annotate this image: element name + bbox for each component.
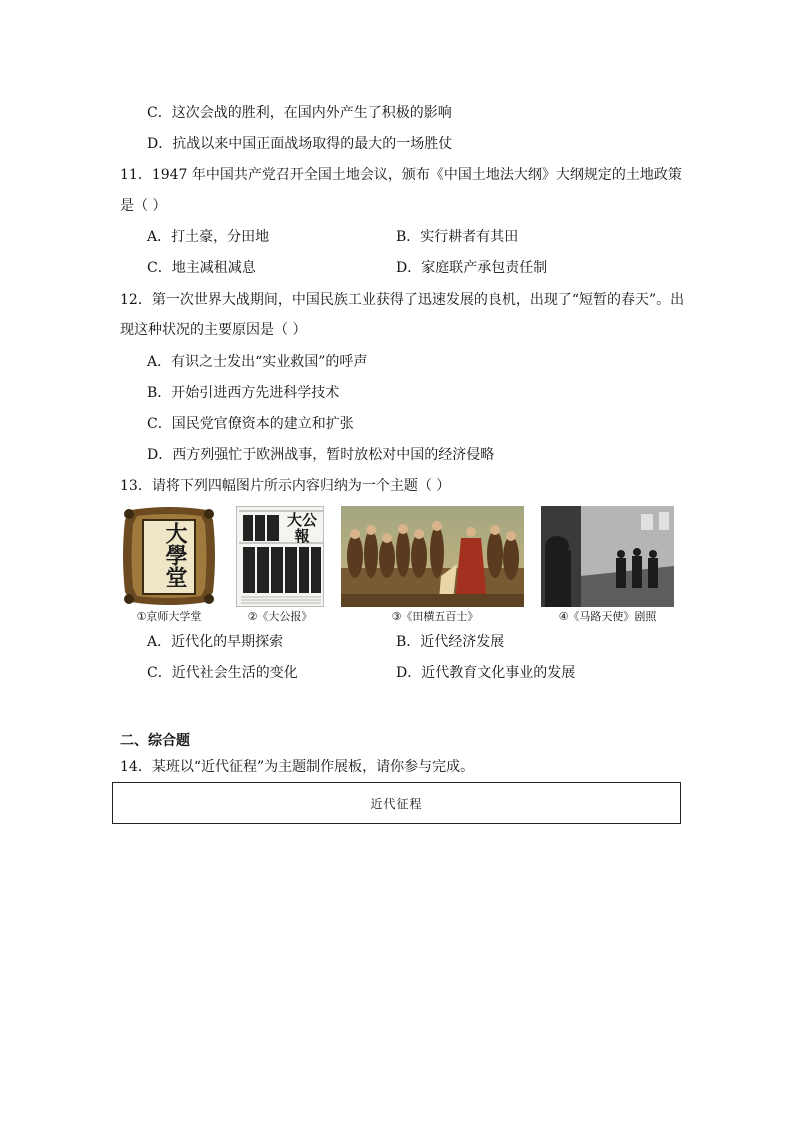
q13-option-b: B．近代经济发展 — [396, 634, 505, 650]
exhibit-board — [112, 782, 681, 824]
image-dagongbao-newspaper — [236, 506, 324, 607]
q11-option-c: C．地主减租减息 — [147, 260, 256, 276]
image-street-angel-still — [541, 506, 674, 607]
exhibit-board-title: 近代征程 — [370, 797, 423, 811]
q11-stem-line1: 11．1947 年中国共产党召开全国土地会议，颁布《中国土地法大纲》大纲规定的土地政策 — [120, 167, 682, 183]
image-tianheng-painting — [341, 506, 524, 607]
section-heading: 二、综合题 — [120, 733, 190, 749]
image-caption-1: ①京师大学堂 — [136, 610, 202, 623]
image-jingshi-university-plaque — [121, 506, 217, 607]
q10-option-d: D．抗战以来中国正面战场取得的最大的一场胜仗 — [147, 136, 453, 152]
newspaper-masthead: 大公報 — [286, 511, 317, 545]
image-caption-4: ④《马路天使》剧照 — [558, 610, 657, 623]
image-caption-3: ③《田横五百士》 — [391, 610, 479, 623]
q11-option-b: B．实行耕者有其田 — [396, 229, 519, 245]
q11-option-d: D．家庭联产承包责任制 — [396, 260, 548, 276]
q12-stem-line2: 现这种状况的主要原因是（ ） — [120, 322, 307, 338]
painting-illustration — [341, 506, 524, 607]
q13-option-a: A．近代化的早期探索 — [147, 634, 284, 650]
q14-stem: 14．某班以“近代征程”为主题制作展板，请你参与完成。 — [120, 759, 475, 775]
q12-option-b: B．开始引进西方先进科学技术 — [147, 385, 340, 401]
q10-option-c: C．这次会战的胜利，在国内外产生了积极的影响 — [147, 105, 452, 121]
q13-stem: 13．请将下列四幅图片所示内容归纳为一个主题（ ） — [120, 478, 451, 494]
q11-stem-line2: 是（ ） — [120, 198, 167, 214]
q12-option-a: A．有识之士发出“实业救国”的呼声 — [147, 354, 368, 370]
image-caption-2: ②《大公报》 — [247, 610, 313, 623]
q11-option-a: A．打土豪，分田地 — [147, 229, 270, 245]
q12-stem-line1: 12．第一次世界大战期间，中国民族工业获得了迅速发展的良机，出现了“短暂的春天”。出 — [120, 292, 685, 308]
film-still-illustration — [541, 506, 674, 607]
q12-option-d: D．西方列强忙于欧洲战事，暂时放松对中国的经济侵略 — [147, 447, 495, 463]
q13-option-d: D．近代教育文化事业的发展 — [396, 665, 576, 681]
plaque-text: 大學堂 — [162, 522, 188, 588]
q13-option-c: C．近代社会生活的变化 — [147, 665, 298, 681]
q12-option-c: C．国民党官僚资本的建立和扩张 — [147, 416, 354, 432]
